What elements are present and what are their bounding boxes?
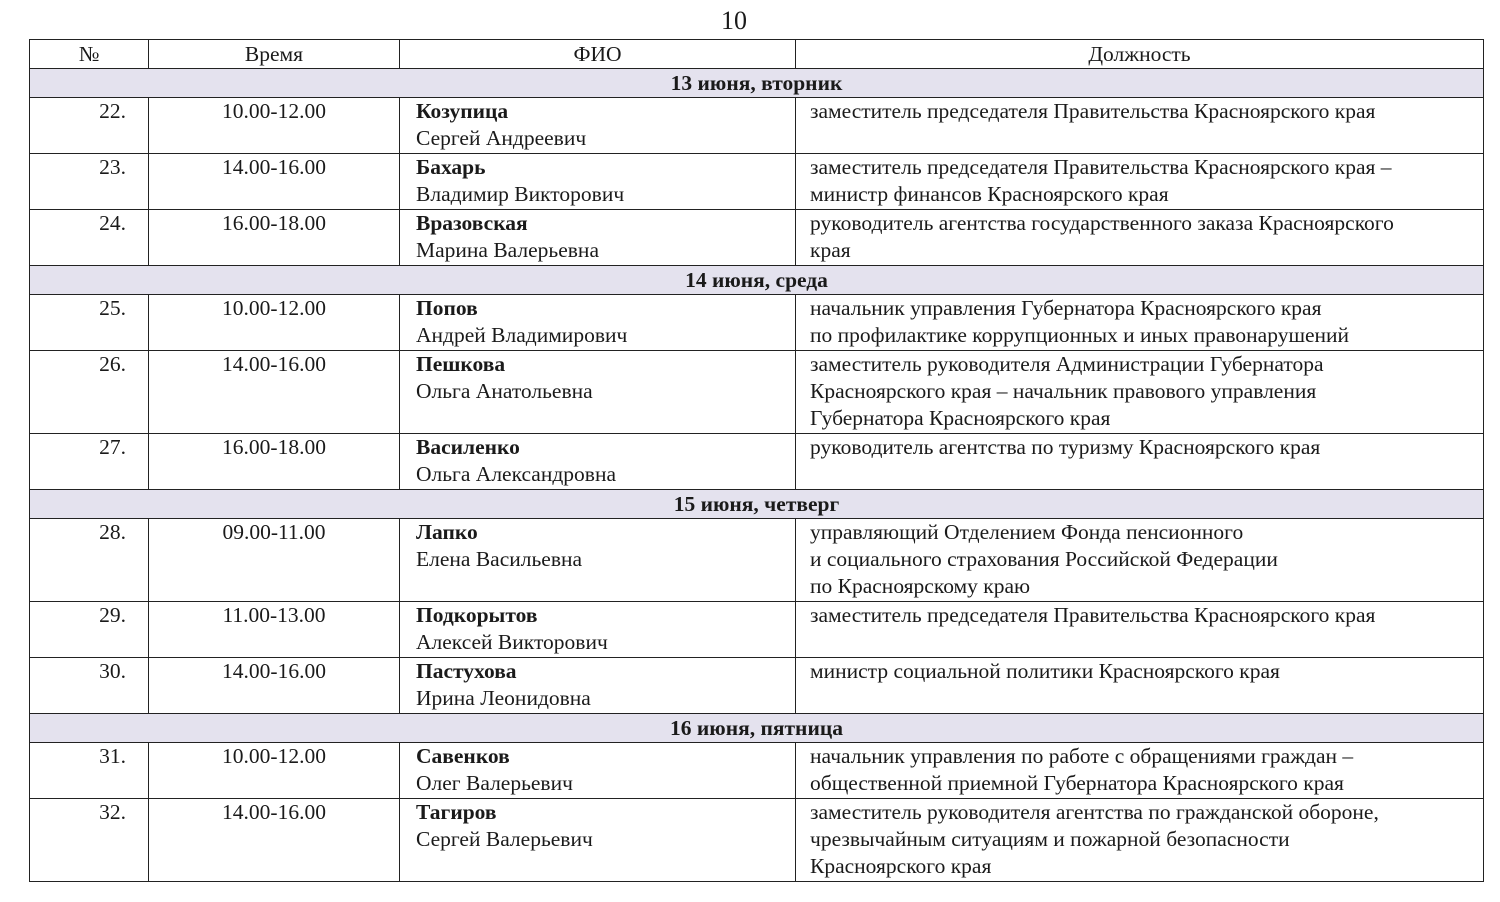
row-time: 14.00-16.00 [149,799,400,882]
position-line: заместитель руководителя Администрации Губернатора [810,352,1324,376]
table-row [30,519,1484,602]
day-label: 15 июня, четверг [30,490,1484,519]
row-time: 16.00-18.00 [149,434,400,490]
row-time: 11.00-13.00 [149,602,400,658]
row-num: 31. [30,743,149,799]
row-num: 25. [30,295,149,351]
surname: Василенко [416,435,520,459]
table-row [30,210,1484,266]
position-line: общественной приемной Губернатора Красноярского края [810,771,1344,795]
row-fio [400,799,796,882]
position-line: Губернатора Красноярского края [810,406,1111,430]
surname: Пастухова [416,659,517,683]
position-line: министр финансов Красноярского края [810,182,1169,206]
row-position [796,658,1484,714]
row-fio [400,519,796,602]
row-time: 16.00-18.00 [149,210,400,266]
row-num: 29. [30,602,149,658]
day-row [30,266,1484,295]
row-time: 14.00-16.00 [149,154,400,210]
row-fio [400,743,796,799]
row-num: 30. [30,658,149,714]
table-row [30,799,1484,882]
surname: Бахарь [416,155,486,179]
day-row [30,490,1484,519]
surname: Вразовская [416,211,528,235]
position-line: заместитель председателя Правительства Красноярского края – [810,155,1392,179]
position-line: по Красноярскому краю [810,574,1031,598]
position-line: руководитель агентства по туризму Красноярского края [810,435,1321,459]
row-time: 10.00-12.00 [149,295,400,351]
header-fio: ФИО [400,40,796,69]
row-position [796,351,1484,434]
row-fio [400,351,796,434]
given-names: Ольга Анатольевна [416,379,593,403]
surname: Пешкова [416,352,506,376]
reception-schedule-table [29,39,1484,882]
row-time: 10.00-12.00 [149,98,400,154]
row-position [796,295,1484,351]
row-time: 09.00-11.00 [149,519,400,602]
table-row [30,434,1484,490]
row-position [796,602,1484,658]
given-names: Елена Васильевна [416,547,583,571]
header-time: Время [149,40,400,69]
page-number: 10 [721,6,747,35]
position-line: заместитель председателя Правительства Красноярского края [810,99,1376,123]
table-row [30,743,1484,799]
row-time: 14.00-16.00 [149,658,400,714]
position-line: начальник управления Губернатора Красноярского края [810,296,1322,320]
row-position [796,210,1484,266]
day-label: 16 июня, пятница [30,714,1484,743]
surname: Подкорытов [416,603,538,627]
position-line: начальник управления по работе с обращениями граждан – [810,744,1354,768]
given-names: Марина Валерьевна [416,238,599,262]
table-row [30,658,1484,714]
position-line: руководитель агентства государственного заказа Красноярского [810,211,1394,235]
given-names: Ирина Леонидовна [416,686,591,710]
position-line: Красноярского края [810,854,992,878]
position-line: чрезвычайным ситуациям и пожарной безопасности [810,827,1290,851]
position-line: заместитель председателя Правительства Красноярского края [810,603,1376,627]
given-names: Владимир Викторович [416,182,625,206]
position-line: Красноярского края – начальник правового управления [810,379,1317,403]
position-line: управляющий Отделением Фонда пенсионного [810,520,1244,544]
row-time: 14.00-16.00 [149,351,400,434]
row-position [796,743,1484,799]
day-label: 13 июня, вторник [30,69,1484,98]
row-num: 22. [30,98,149,154]
row-fio [400,434,796,490]
surname: Попов [416,296,478,320]
day-row [30,714,1484,743]
header-num: № [30,40,149,69]
given-names: Сергей Валерьевич [416,827,593,851]
position-line: по профилактике коррупционных и иных правонарушений [810,323,1350,347]
row-num: 32. [30,799,149,882]
table-row [30,154,1484,210]
position-line: заместитель руководителя агентства по гражданской обороне, [810,800,1379,824]
row-num: 27. [30,434,149,490]
row-fio [400,210,796,266]
row-position [796,434,1484,490]
given-names: Андрей Владимирович [416,323,628,347]
surname: Козупица [416,99,509,123]
given-names: Алексей Викторович [416,630,608,654]
table-header-row [30,40,1484,69]
row-fio [400,658,796,714]
row-num: 26. [30,351,149,434]
given-names: Олег Валерьевич [416,771,573,795]
header-position: Должность [796,40,1484,69]
table-row [30,602,1484,658]
row-fio [400,154,796,210]
row-num: 23. [30,154,149,210]
row-position [796,98,1484,154]
given-names: Сергей Андреевич [416,126,587,150]
position-line: и социального страхования Российской Федерации [810,547,1278,571]
table-row [30,295,1484,351]
row-position [796,799,1484,882]
given-names: Ольга Александровна [416,462,616,486]
day-row [30,69,1484,98]
row-position [796,519,1484,602]
surname: Лапко [416,520,478,544]
row-fio [400,295,796,351]
surname: Тагиров [416,800,497,824]
row-position [796,154,1484,210]
table-row [30,98,1484,154]
day-label: 14 июня, среда [30,266,1484,295]
surname: Савенков [416,744,510,768]
row-fio [400,98,796,154]
row-time: 10.00-12.00 [149,743,400,799]
row-num: 28. [30,519,149,602]
position-line: края [810,238,851,262]
row-num: 24. [30,210,149,266]
position-line: министр социальной политики Красноярского края [810,659,1280,683]
row-fio [400,602,796,658]
table-row [30,351,1484,434]
